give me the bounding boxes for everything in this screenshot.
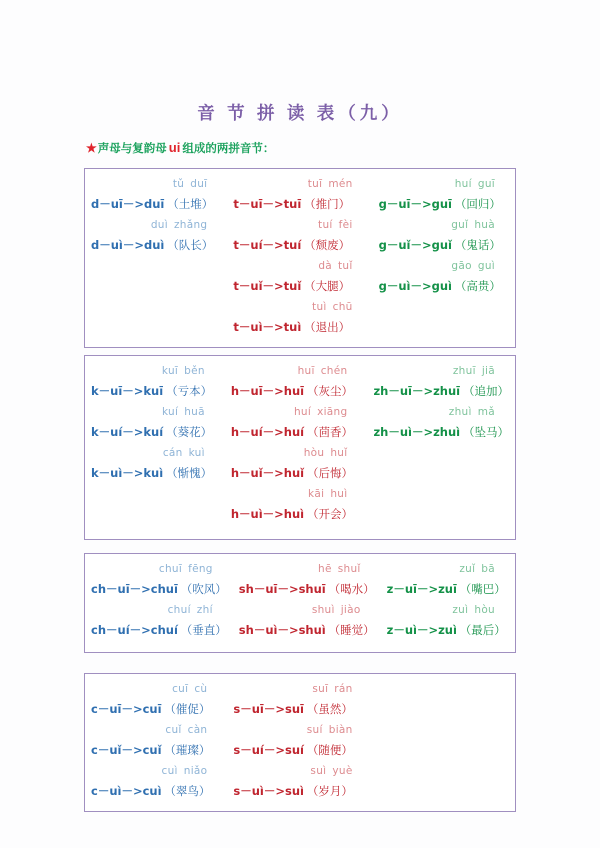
spelling-formula bbox=[91, 620, 227, 641]
syllable-entry[interactable] bbox=[239, 601, 375, 641]
pinyin-word: dà tuǐ bbox=[318, 260, 353, 272]
formula-text: z－uì－>zuì bbox=[386, 623, 457, 637]
page-title: 音 节 拼 读 表（九） bbox=[197, 103, 403, 123]
star-icon: ★ bbox=[86, 141, 97, 155]
meaning-text: （喝水） bbox=[325, 584, 375, 596]
formula-text: t－uī－>tuī bbox=[233, 197, 302, 211]
syllable-column bbox=[373, 175, 515, 339]
syllable-column bbox=[85, 560, 233, 642]
spelling-formula bbox=[231, 381, 362, 402]
section-heading-after: 组成的两拼音节： bbox=[182, 143, 275, 155]
syllable-entry[interactable] bbox=[91, 762, 221, 802]
pinyin-word: zhuī jiā bbox=[452, 365, 495, 377]
spelling-formula bbox=[387, 620, 509, 641]
formula-text: t－uǐ－>tuǐ bbox=[233, 279, 302, 293]
syllable-entry[interactable] bbox=[231, 403, 362, 443]
meaning-text: （葵花） bbox=[163, 427, 213, 439]
spelling-formula bbox=[91, 463, 219, 484]
meaning-text: （璀璨） bbox=[161, 745, 211, 757]
syllable-column bbox=[367, 362, 515, 526]
syllable-entry[interactable] bbox=[379, 175, 509, 215]
pinyin-word: gāo guì bbox=[451, 260, 495, 272]
formula-text: s－uí－>suí bbox=[233, 743, 304, 757]
pinyin-word: hòu huǐ bbox=[303, 447, 348, 459]
formula-text: d－uī－>duī bbox=[91, 197, 165, 211]
spelling-formula bbox=[91, 699, 221, 720]
syllable-entry[interactable] bbox=[379, 216, 509, 256]
meaning-text: （后悔） bbox=[304, 468, 353, 480]
spelling-formula bbox=[379, 194, 509, 215]
meaning-text: （退出） bbox=[301, 322, 351, 334]
syllable-entry[interactable] bbox=[233, 680, 366, 720]
pinyin-word: suī rán bbox=[312, 683, 353, 695]
meaning-text: （嘴巴） bbox=[456, 584, 506, 596]
syllable-entry[interactable] bbox=[91, 444, 219, 484]
syllable-entry[interactable] bbox=[231, 362, 362, 402]
formula-text: zh－uī－>zhuī bbox=[373, 384, 461, 398]
meaning-text: （颓废） bbox=[301, 240, 351, 252]
syllable-entry[interactable] bbox=[233, 721, 366, 761]
pinyin-word: zuǐ bā bbox=[459, 563, 495, 575]
spelling-formula bbox=[233, 317, 366, 338]
meaning-text: （吹风） bbox=[177, 584, 227, 596]
spelling-formula bbox=[91, 579, 227, 600]
syllable-entry[interactable] bbox=[91, 601, 227, 641]
formula-text: d－uì－>duì bbox=[91, 238, 165, 252]
formula-text: t－uì－>tuì bbox=[233, 320, 302, 334]
formula-text: zh－uì－>zhuì bbox=[373, 425, 461, 439]
pinyin-word: guǐ huà bbox=[451, 219, 495, 231]
pinyin-word: cán kuì bbox=[162, 447, 205, 459]
syllable-column bbox=[225, 362, 368, 526]
pinyin-word: kuī běn bbox=[161, 365, 205, 377]
pinyin-word: suí biàn bbox=[306, 724, 353, 736]
syllable-entry[interactable] bbox=[231, 485, 362, 525]
meaning-text: （睡觉） bbox=[325, 625, 375, 637]
syllable-entry[interactable] bbox=[373, 403, 509, 443]
spelling-formula bbox=[91, 235, 221, 256]
formula-text: g－uǐ－>guǐ bbox=[378, 238, 452, 252]
formula-text: ch－uī－>chuī bbox=[91, 582, 178, 596]
spelling-formula bbox=[373, 422, 509, 443]
meaning-text: （高贵） bbox=[451, 281, 501, 293]
spelling-formula bbox=[233, 276, 366, 297]
spelling-formula bbox=[91, 422, 219, 443]
spelling-formula bbox=[91, 381, 219, 402]
formula-text: h－uí－>huí bbox=[230, 425, 305, 439]
meaning-text: （虽然） bbox=[303, 704, 353, 716]
formula-text: g－uì－>guì bbox=[378, 279, 452, 293]
formula-text: z－uī－>zuī bbox=[386, 582, 457, 596]
meaning-text: （灰尘） bbox=[304, 386, 353, 398]
spelling-formula bbox=[233, 781, 366, 802]
syllable-column bbox=[85, 362, 225, 526]
section-heading bbox=[86, 140, 274, 156]
meaning-text: （鬼话） bbox=[451, 240, 501, 252]
syllable-entry[interactable] bbox=[387, 601, 509, 641]
meaning-text: （队长） bbox=[164, 240, 214, 252]
pinyin-word: kuí huā bbox=[161, 406, 205, 418]
pinyin-word: cuī cù bbox=[172, 683, 208, 695]
spelling-formula bbox=[91, 781, 221, 802]
syllable-table bbox=[84, 553, 516, 653]
spelling-formula bbox=[379, 276, 509, 297]
meaning-text: （回归） bbox=[451, 199, 501, 211]
syllable-entry[interactable] bbox=[233, 257, 366, 297]
pinyin-word: chuí zhí bbox=[167, 604, 213, 616]
spelling-formula bbox=[233, 699, 366, 720]
meaning-text: （大腿） bbox=[301, 281, 351, 293]
formula-text: h－uī－>huī bbox=[230, 384, 305, 398]
pinyin-word: tuí fèi bbox=[318, 219, 353, 231]
formula-text: k－uī－>kuī bbox=[91, 384, 164, 398]
formula-text: ch－uí－>chuí bbox=[91, 623, 178, 637]
meaning-text: （岁月） bbox=[303, 786, 353, 798]
formula-text: s－uī－>suī bbox=[233, 702, 304, 716]
syllable-column bbox=[381, 560, 515, 642]
syllable-entry[interactable] bbox=[373, 362, 509, 402]
spelling-formula bbox=[233, 740, 366, 761]
syllable-entry[interactable] bbox=[233, 298, 366, 338]
spelling-formula bbox=[231, 463, 362, 484]
pinyin-word: huī chén bbox=[297, 365, 348, 377]
pinyin-word: chuī fēng bbox=[158, 563, 213, 575]
syllable-entry[interactable] bbox=[91, 362, 219, 402]
pinyin-word: huí guī bbox=[454, 178, 495, 190]
syllable-entry[interactable] bbox=[239, 560, 375, 600]
syllable-entry[interactable] bbox=[91, 403, 219, 443]
pinyin-word: zuì hòu bbox=[452, 604, 495, 616]
syllable-entry[interactable] bbox=[233, 762, 366, 802]
table-row bbox=[85, 356, 515, 534]
meaning-text: （追加） bbox=[460, 386, 509, 398]
spelling-formula bbox=[379, 235, 509, 256]
spelling-formula bbox=[239, 620, 375, 641]
formula-text: k－uì－>kuì bbox=[91, 466, 164, 480]
pinyin-word: duì zhǎng bbox=[150, 219, 208, 231]
syllable-table bbox=[84, 168, 516, 348]
formula-text: s－uì－>suì bbox=[233, 784, 304, 798]
spelling-formula bbox=[233, 194, 366, 215]
meaning-text: （土堆） bbox=[164, 199, 214, 211]
table-row bbox=[85, 169, 515, 347]
spelling-formula bbox=[91, 740, 221, 761]
syllable-entry[interactable] bbox=[91, 175, 221, 215]
formula-text: sh－uì－>shuì bbox=[238, 623, 326, 637]
syllable-table bbox=[84, 673, 516, 812]
formula-text: c－uì－>cuì bbox=[91, 784, 162, 798]
formula-text: c－uī－>cuī bbox=[91, 702, 162, 716]
syllable-entry[interactable] bbox=[91, 680, 221, 720]
syllable-table bbox=[84, 355, 516, 540]
syllable-column bbox=[227, 680, 372, 803]
pinyin-word: suì yuè bbox=[310, 765, 353, 777]
spelling-formula bbox=[239, 579, 375, 600]
spelling-formula bbox=[373, 381, 509, 402]
syllable-entry[interactable] bbox=[91, 721, 221, 761]
syllable-entry[interactable] bbox=[233, 216, 366, 256]
meaning-text: （推门） bbox=[301, 199, 351, 211]
meaning-text: （垂直） bbox=[177, 625, 227, 637]
table-row bbox=[85, 554, 515, 650]
formula-text: sh－uī－>shuī bbox=[238, 582, 326, 596]
pinyin-word: huí xiāng bbox=[293, 406, 348, 418]
section-heading-highlight: ui bbox=[168, 140, 181, 155]
formula-text: c－uǐ－>cuǐ bbox=[91, 743, 162, 757]
syllable-column bbox=[233, 560, 381, 642]
table-row bbox=[85, 674, 515, 811]
formula-text: t－uí－>tuí bbox=[233, 238, 302, 252]
spelling-formula bbox=[231, 504, 362, 525]
syllable-entry[interactable] bbox=[231, 444, 362, 484]
meaning-text: （最后） bbox=[456, 625, 506, 637]
pinyin-word: cuì niǎo bbox=[161, 765, 208, 777]
syllable-entry[interactable] bbox=[233, 175, 366, 215]
syllable-entry[interactable] bbox=[387, 560, 509, 600]
meaning-text: （随便） bbox=[303, 745, 353, 757]
pinyin-word: kāi huì bbox=[307, 488, 348, 500]
meaning-text: （茴香） bbox=[304, 427, 353, 439]
spelling-formula bbox=[233, 235, 366, 256]
pinyin-word: hē shuǐ bbox=[318, 563, 361, 575]
syllable-column bbox=[373, 680, 515, 803]
formula-text: g－uī－>guī bbox=[378, 197, 452, 211]
syllable-column bbox=[85, 175, 227, 339]
meaning-text: （翠鸟） bbox=[161, 786, 211, 798]
pinyin-word: tuī mén bbox=[307, 178, 353, 190]
formula-text: k－uí－>kuí bbox=[91, 425, 164, 439]
formula-text: h－uì－>huì bbox=[230, 507, 305, 521]
pinyin-word: zhuì mǎ bbox=[448, 406, 495, 418]
syllable-entry[interactable] bbox=[91, 560, 227, 600]
formula-text: h－uǐ－>huǐ bbox=[230, 466, 305, 480]
meaning-text: （坠马） bbox=[460, 427, 509, 439]
syllable-column bbox=[85, 680, 227, 803]
syllable-column bbox=[227, 175, 372, 339]
pinyin-word: shuì jiào bbox=[311, 604, 361, 616]
spelling-formula bbox=[231, 422, 362, 443]
meaning-text: （惭愧） bbox=[163, 468, 213, 480]
syllable-entry[interactable] bbox=[379, 257, 509, 297]
pinyin-word: tuì chū bbox=[312, 301, 353, 313]
spelling-formula bbox=[387, 579, 509, 600]
spelling-formula bbox=[91, 194, 221, 215]
pinyin-word: cuǐ càn bbox=[165, 724, 208, 736]
pinyin-word: tǔ duī bbox=[172, 178, 208, 190]
syllable-entry[interactable] bbox=[91, 216, 221, 256]
meaning-text: （开会） bbox=[304, 509, 353, 521]
section-heading-before: 声母与复韵母 bbox=[97, 143, 167, 155]
meaning-text: （亏本） bbox=[163, 386, 213, 398]
meaning-text: （催促） bbox=[161, 704, 211, 716]
